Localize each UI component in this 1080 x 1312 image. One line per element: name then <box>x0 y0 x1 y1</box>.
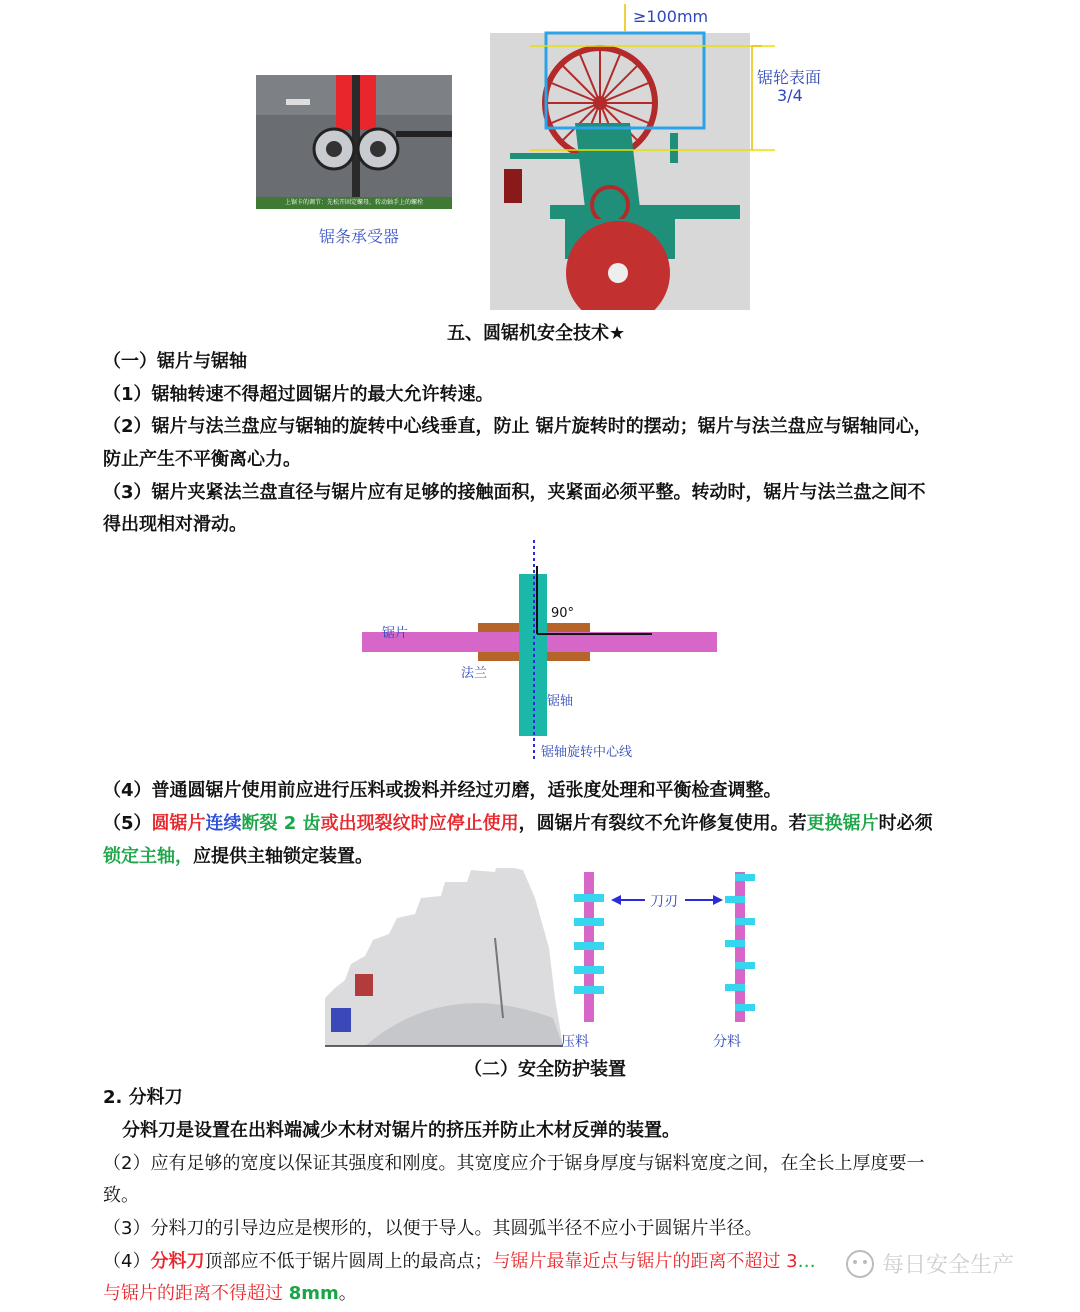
p5-seg7: 时必须 <box>878 813 933 834</box>
paragraph-3-line-2: 得出现相对滑动。 <box>103 514 247 535</box>
p4-line2-seg2: 8mm <box>288 1283 339 1304</box>
blade-shaft-diagram <box>355 538 735 768</box>
item-2-p2-line-1: （2）应有足够的宽度以保证其强度和刚度。其宽度应介于锯身厚度与锯料宽度之间，在全长上厚度要一 <box>103 1153 925 1174</box>
dimension-side-label-1: 锯轮表面 <box>757 68 822 87</box>
p5-seg3: 断裂 2 齿 <box>241 813 321 834</box>
p5-line2-seg1: 锁定主轴， <box>103 846 193 867</box>
dimension-top-label: ≥100mm <box>633 7 709 26</box>
p4-prefix: （4） <box>103 1251 151 1272</box>
dimension-side-label-2: 3/4 <box>777 86 803 105</box>
item-2-definition: 分料刀是设置在出料端减少木材对锯片的挤压并防止木材反弹的装置。 <box>122 1120 680 1141</box>
item-2-p3: （3）分料刀的引导边应是楔形的，以便于导人。其圆弧半径不应小于圆锯片半径。 <box>103 1218 763 1239</box>
shaft-label: 锯轴 <box>547 694 574 709</box>
photo-caption: 上锯卡的调节：先松开固定螺母，转动轴手上的螺栓 <box>284 199 423 206</box>
blade-guide-photo <box>256 75 452 209</box>
split-label: 分料 <box>713 1034 741 1050</box>
p5-seg6: 更换锯片 <box>806 813 879 834</box>
p5-seg4: 或出现裂纹时应停止使用 <box>320 813 519 834</box>
p4-seg2: 顶部应不低于锯片圆周上的最高点； <box>204 1251 493 1272</box>
paragraph-5-line-2 <box>103 847 373 867</box>
wechat-icon <box>847 1251 873 1277</box>
watermark-logo <box>840 1244 1060 1284</box>
p4-seg3: 与锯片最靠近点与锯片的距离不超过 3 <box>492 1251 798 1272</box>
p4-line2-seg3: 。 <box>338 1283 357 1304</box>
paragraph-3-line-1: （3）锯片夹紧法兰盘直径与锯片应有足够的接触面积，夹紧面必须平整。转动时，锯片与法兰盘之间不 <box>103 482 926 503</box>
paragraph-2-line-2: 防止产生不平衡离心力。 <box>103 449 301 470</box>
paragraph-2-line-1: （2）锯片与法兰盘应与锯轴的旋转中心线垂直，防止 锯片旋转时的摆动；锯片与法兰盘应与锯轴同心， <box>103 416 932 437</box>
item-2-title: 2. 分料刀 <box>103 1087 183 1108</box>
paragraph-1: （1）锯轴转速不得超过圆锯片的最大允许转速。 <box>103 384 494 405</box>
angle-label: 90° <box>551 606 575 621</box>
paragraph-5-line-1 <box>103 814 933 834</box>
p5-seg2: 连续 <box>205 813 242 834</box>
item-2-p4-line-2 <box>103 1284 357 1304</box>
blade-guide-illustration <box>256 75 452 209</box>
p5-seg5: ，圆锯片有裂纹不允许修复使用。若 <box>518 813 807 834</box>
p5-prefix: （5） <box>103 813 152 834</box>
teeth-label: 刀刃 <box>650 894 678 910</box>
p5-line2-seg2: 应提供主轴锁定装置。 <box>193 846 373 867</box>
item-2-p4-line-1 <box>103 1252 816 1272</box>
centerline-label: 锯轴旋转中心线 <box>541 745 633 760</box>
subsection-2-title: （二）安全防护装置 <box>464 1059 626 1080</box>
item-2-p2-line-2: 致。 <box>103 1185 139 1206</box>
saw-teeth-diagram <box>325 868 765 1048</box>
blade-guide-caption: 锯条承受器 <box>319 227 400 246</box>
p4-seg1: 分料刀 <box>150 1251 205 1272</box>
p4-seg4: … <box>797 1251 816 1272</box>
flange-label: 法兰 <box>461 666 488 681</box>
paragraph-4: （4）普通圆锯片使用前应进行压料或拨料并经过刃磨，适张度处理和平衡检查调整。 <box>103 780 782 801</box>
press-label: 压料 <box>561 1034 589 1050</box>
svg-text:每日安全生产: 每日安全生产 <box>882 1253 1015 1278</box>
subsection-1-title: （一）锯片与锯轴 <box>103 351 247 372</box>
blade-label: 锯片 <box>382 626 409 641</box>
section-title: 五、圆锯机安全技术★ <box>447 323 626 344</box>
p5-seg1: 圆锯片 <box>151 813 206 834</box>
p4-line2-seg1: 与锯片的距离不得超过 <box>103 1283 289 1304</box>
